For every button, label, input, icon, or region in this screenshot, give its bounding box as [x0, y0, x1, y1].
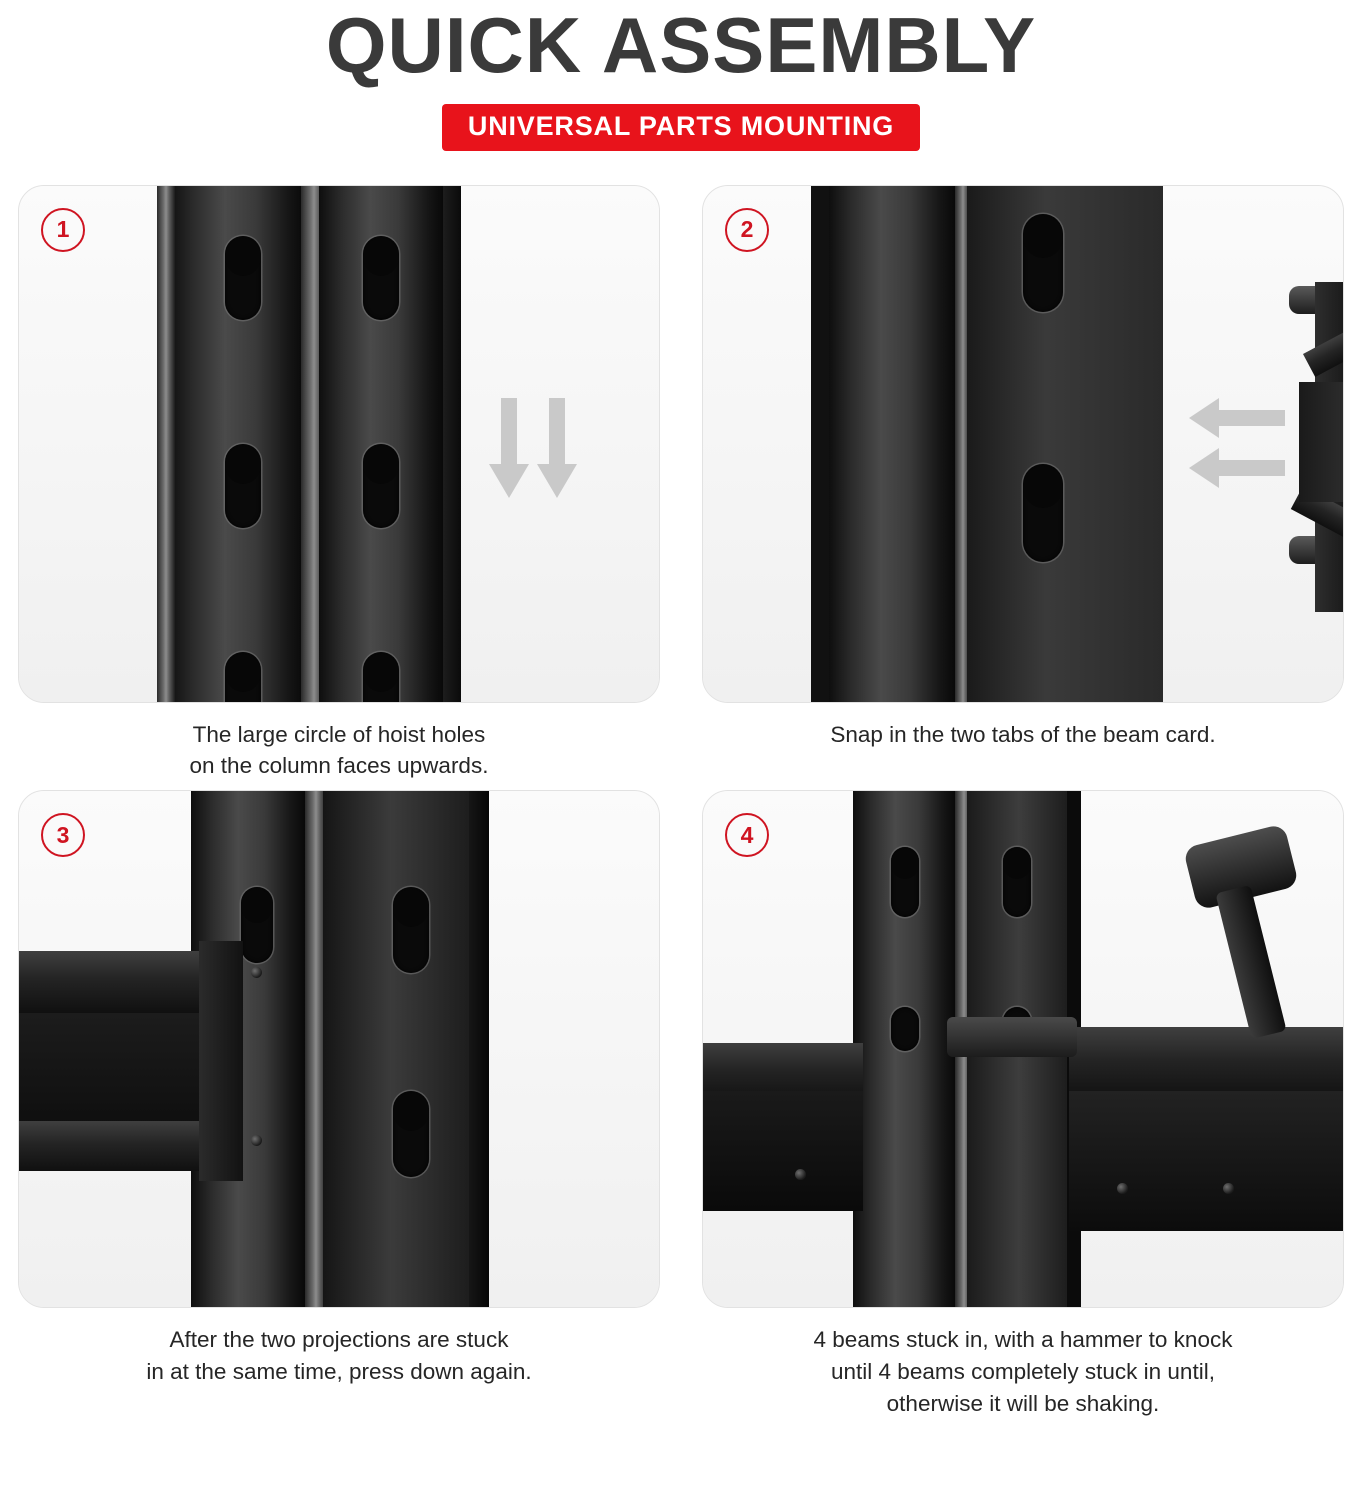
beam-left-web [703, 1091, 863, 1211]
caption-line: on the column faces upwards. [189, 753, 489, 779]
caption-line: in at the same time, press down again. [146, 1359, 532, 1385]
keyhole-circle [363, 446, 399, 484]
step-number-badge: 3 [41, 813, 85, 857]
keyhole [225, 444, 261, 528]
keyhole-circle [363, 654, 399, 692]
step-1 [11, 185, 667, 783]
step-3-caption [146, 1324, 531, 1388]
keyhole [363, 236, 399, 320]
caption-line: otherwise it will be shaking. [886, 1391, 1160, 1417]
keyhole-circle [393, 1093, 429, 1131]
keyhole-circle [225, 446, 261, 484]
column-right-shadow [469, 791, 489, 1307]
keyhole-circle [1023, 216, 1063, 258]
keyhole-circle [1003, 849, 1031, 879]
step-2-caption [830, 719, 1215, 751]
keyhole-circle [393, 889, 429, 927]
down-arrow-icon [535, 398, 579, 498]
caption-line: After the two projections are stuck [169, 1327, 509, 1353]
keyhole-circle [225, 238, 261, 276]
keyhole [393, 1091, 429, 1177]
column-shadow [811, 186, 831, 702]
beam-web [1299, 382, 1344, 502]
step-1-caption [190, 719, 489, 783]
keyhole-circle [363, 238, 399, 276]
keyhole [891, 847, 919, 917]
corner-bracket-cap [947, 1017, 1077, 1057]
keyhole [891, 1007, 919, 1051]
step-4 [695, 790, 1351, 1420]
step-2-image [702, 185, 1344, 703]
keyhole [363, 444, 399, 528]
column-front-face [967, 186, 1163, 702]
caption-line: The large circle of hoist holes [192, 721, 486, 747]
keyhole [241, 887, 273, 963]
keyhole [1023, 464, 1063, 562]
subtitle-container [0, 104, 1362, 151]
keyhole [1003, 847, 1031, 917]
beam-right-web [1069, 1091, 1343, 1231]
column-side-face [829, 186, 959, 702]
step-number-badge: 1 [41, 208, 85, 252]
keyhole [393, 887, 429, 973]
left-arrow-icon [1189, 398, 1285, 438]
left-arrow-icon [1189, 448, 1285, 488]
keyhole [1023, 214, 1063, 312]
step-2 [695, 185, 1351, 783]
keyhole-circle [891, 849, 919, 879]
beam-lower-flange [19, 1121, 219, 1171]
keyhole [225, 236, 261, 320]
keyhole [363, 652, 399, 703]
caption-line: Snap in the two tabs of the beam card. [830, 721, 1216, 747]
column-right-shadow [443, 186, 461, 702]
down-arrow-icon [487, 398, 531, 498]
step-number-badge: 2 [725, 208, 769, 252]
caption-line: 4 beams stuck in, with a hammer to knock [813, 1327, 1233, 1353]
beam-upper-flange [19, 951, 219, 1013]
keyhole-circle [225, 654, 261, 692]
keyhole-circle [241, 889, 273, 923]
step-3 [11, 790, 667, 1420]
step-4-caption [814, 1324, 1233, 1420]
caption-line: until 4 beams completely stuck in until, [831, 1359, 1215, 1385]
step-4-image [702, 790, 1344, 1308]
keyhole [225, 652, 261, 703]
steps-grid [11, 185, 1351, 1421]
keyhole-circle [1023, 466, 1063, 508]
column-left-edge [157, 186, 175, 702]
step-3-image [18, 790, 660, 1308]
column-front-face [323, 791, 473, 1307]
step-number-badge: 4 [725, 813, 769, 857]
beam-end-plate [199, 941, 243, 1181]
step-1-image [18, 185, 660, 703]
page-header [0, 0, 1362, 151]
subtitle-badge: UNIVERSAL PARTS MOUNTING [442, 104, 920, 151]
page-title: QUICK ASSEMBLY [325, 1, 1037, 89]
beam-right-upper [1069, 1027, 1343, 1101]
